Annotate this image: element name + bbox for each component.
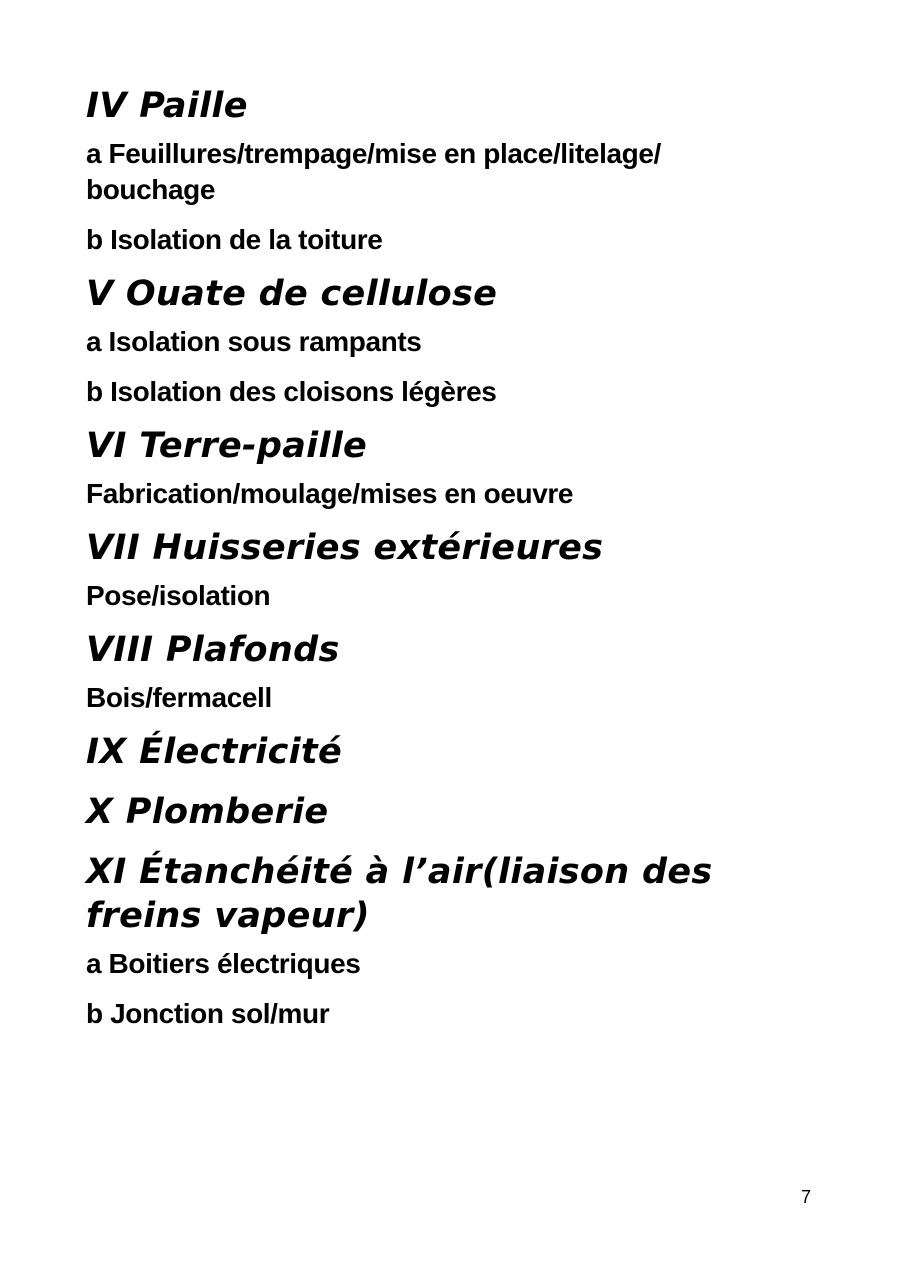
page-number: 7 [801, 1187, 812, 1207]
section-heading-electricite: IX Électricité [86, 732, 342, 772]
section-heading-ouate: V Ouate de cellulose [86, 274, 498, 314]
section-item-isolation-toiture: b Isolation de la toiture [86, 224, 383, 255]
section-heading-huisseries: VII Huisseries extérieures [86, 528, 604, 568]
section-item-jonction-sol-mur: b Jonction sol/mur [86, 998, 330, 1029]
section-item-bois-fermacell: Bois/fermacell [86, 682, 272, 713]
section-item-fabrication: Fabrication/moulage/mises en oeuvre [86, 478, 574, 509]
section-heading-etancheite: XI Étanchéité à l’air(liaison des freins vapeur) [86, 852, 713, 936]
section-item-isolation-cloisons: b Isolation des cloisons légères [86, 376, 497, 407]
section-item-pose-isolation: Pose/isolation [86, 580, 271, 611]
section-item-boitiers-electriques: a Boitiers électriques [86, 948, 361, 979]
section-heading-terre-paille: VI Terre-paille [86, 426, 368, 466]
section-heading-paille: IV Paille [86, 86, 248, 126]
section-item-feuillures: a Feuillures/trempage/mise en place/litelage/ bouchage [86, 138, 661, 205]
document-page [86, 84, 846, 1032]
section-item-isolation-rampants: a Isolation sous rampants [86, 326, 422, 357]
section-heading-plomberie: X Plomberie [86, 792, 329, 832]
section-heading-plafonds: VIII Plafonds [86, 630, 340, 670]
